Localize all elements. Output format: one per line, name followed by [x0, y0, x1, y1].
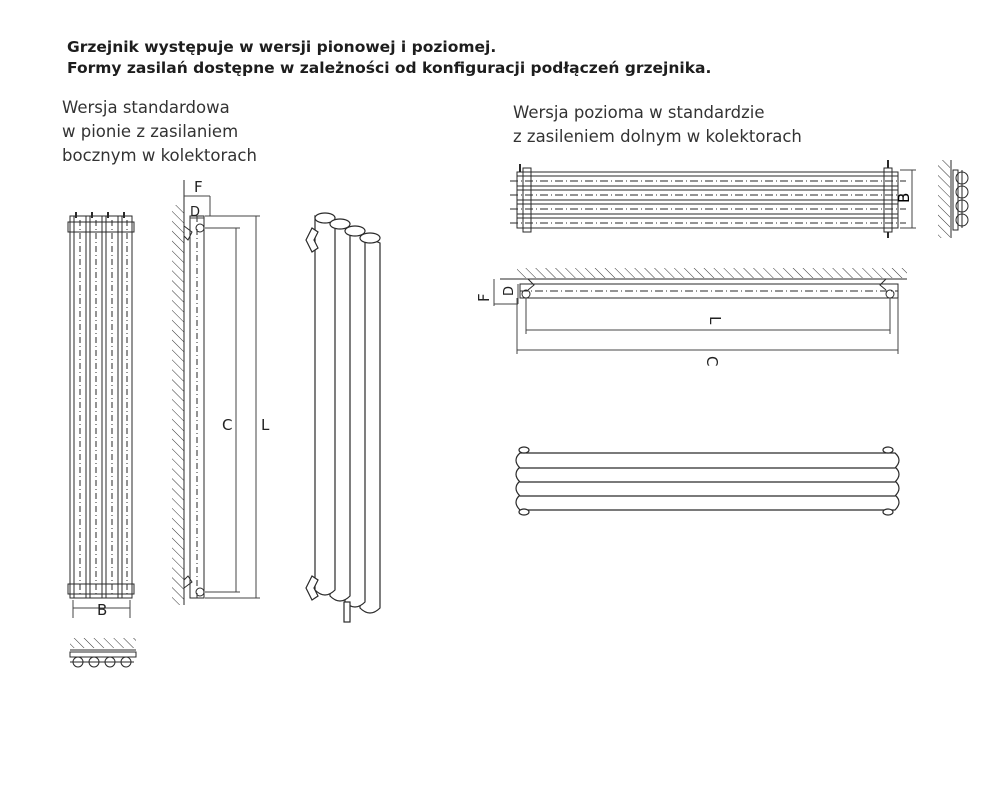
- heading-line-1: Grzejnik występuje w wersji pionowej i poziomej.: [67, 38, 497, 56]
- horizontal-label-d: D: [502, 285, 517, 296]
- horizontal-label-l: L: [706, 316, 724, 325]
- horizontal-top-dims: [494, 279, 898, 354]
- vertical-caption-line-3: bocznym w kolektorach: [62, 146, 257, 165]
- horizontal-front-view: [510, 160, 906, 238]
- vertical-side-view: [184, 216, 204, 598]
- horizontal-perspective-view: [516, 447, 899, 515]
- vertical-side-dims: [184, 196, 260, 598]
- vertical-top-section: [70, 638, 136, 667]
- vertical-label-c: C: [222, 416, 233, 434]
- vertical-label-f: F: [194, 178, 203, 196]
- horizontal-label-c: C: [703, 356, 721, 367]
- vertical-label-l: L: [261, 416, 270, 434]
- vertical-perspective-view: [306, 213, 380, 622]
- vertical-front-dim-b: [73, 600, 130, 619]
- vertical-side-wall: [172, 180, 184, 605]
- vertical-label-b: B: [97, 601, 108, 619]
- vertical-label-d: D: [190, 205, 201, 220]
- vertical-front-view: [68, 212, 134, 598]
- horizontal-label-b: B: [895, 192, 913, 203]
- heading-line-2: Formy zasilań dostępne w zależności od konfiguracji podłączeń grzejnika.: [67, 59, 712, 77]
- vertical-caption-line-2: w pionie z zasilaniem: [62, 122, 239, 141]
- vertical-caption-line-1: Wersja standardowa: [62, 98, 230, 117]
- horizontal-caption-line-1: Wersja pozioma w standardzie: [513, 103, 765, 122]
- horizontal-top-view: [520, 279, 898, 298]
- horizontal-caption-line-2: z zasileniem dolnym w kolektorach: [513, 127, 802, 146]
- horizontal-label-f: F: [475, 293, 493, 302]
- horizontal-side-section: [938, 160, 968, 238]
- horizontal-top-wall: [500, 268, 907, 279]
